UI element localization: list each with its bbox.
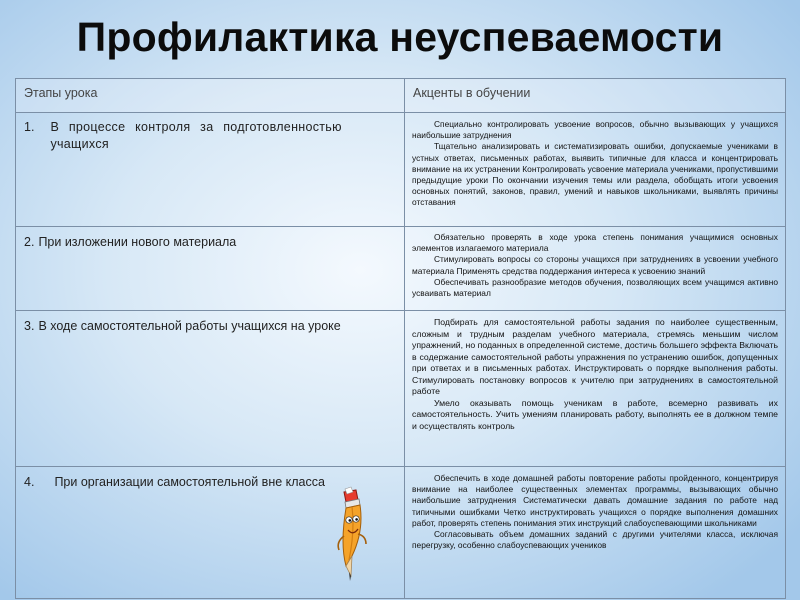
- stage-text: В ходе самостоятельной работы учащихся на уроке: [38, 319, 341, 333]
- stage-text: В процессе контроля за подготовленностью учащихся: [50, 120, 342, 151]
- stage-number: 3.: [24, 319, 35, 333]
- header-stage: Этапы урока: [16, 79, 405, 113]
- stage-text: При организации самостоятельной вне класса: [54, 475, 325, 489]
- table-row: [16, 113, 786, 227]
- accent-cell: [405, 311, 786, 467]
- stage-text: При изложении нового материала: [38, 235, 237, 249]
- accent-cell: [405, 227, 786, 311]
- table-row: [16, 467, 786, 599]
- accent-cell: [405, 467, 786, 599]
- stage-number: 4.: [24, 475, 35, 489]
- header-accent: Акценты в обучении: [405, 79, 786, 113]
- pencil-mascot-icon: [322, 486, 372, 586]
- stage-number: 2.: [24, 235, 35, 249]
- table-header-row: [16, 79, 786, 113]
- accent-cell: [405, 113, 786, 227]
- accent-text: Обеспечивать разнообразие методов обучения, позволяющих всем учащимся активно усваивать материал: [412, 276, 778, 299]
- lesson-stages-table: [15, 78, 786, 599]
- stage-cell: [16, 311, 405, 467]
- stage-number: 1.: [24, 120, 35, 134]
- accent-text: Умело оказывать помощь ученикам в работе, всемерно развивать их самостоятельность. Учить умениям планировать работу, выполнять ее в должном темпе и осуществлять контроль: [412, 397, 778, 431]
- stage-cell: [16, 113, 405, 227]
- accent-text: Стимулировать вопросы со стороны учащихся при затруднениях в усвоении учебного материала Применять средства поддержания интереса к усвоению знаний: [412, 254, 778, 276]
- table-row: [16, 311, 786, 467]
- stage-cell: [16, 227, 405, 311]
- table-row: [16, 227, 786, 311]
- accent-text: Согласовывать объем домашних заданий с другими учителями класса, исключая перегрузку, особенно слабоуспевающих учеников: [412, 529, 778, 551]
- accent-text: Тщательно анализировать и систематизировать ошибки, допускаемые учениками в устных ответах, письменных работах, выявить типичные для класса и концентрировать внимание на их устранении Контролировать усвоение материала учениками, пропустившими предыдущие уроки По окончании изучения темы или раздела, обобщать итоги усвоения основных понятий, законов, правил, умений и навыков школьниками, выявлять причины отставания: [412, 141, 778, 208]
- accent-text: Специально контролировать усвоение вопросов, обычно вызывающих у учащихся наибольшие затруднения: [412, 119, 778, 141]
- page-title: Профилактика неуспеваемости: [76, 14, 724, 60]
- accent-text: Обеспечить в ходе домашней работы повторение работы пройденного, концентрируя внимание на наиболее существенных элементах программы, вызывающих обычно наибольшие затруднения Систематически давать домашние задания по работе над типичными ошибками Четко инструктировать учащихся о порядке выполнения домашних работ, проверять степень понимания этих инструкций слабоуспевающими школьниками: [412, 473, 778, 528]
- accent-text: Обязательно проверять в ходе урока степень понимания учащимися основных элементов излагаемого материала: [412, 232, 778, 254]
- accent-text: Подбирать для самостоятельной работы задания по наиболее существенным, сложным и трудным разделам учебного материала, стремясь меньшим числом упражнений, но поданных в определенной системе, достичь большего эффекта Включать в содержание самостоятельной работы упражнения по устранению ошибок, допущенных при ответах и в письменных работах. Инструктировать о порядке выполнения работы. Стимулировать постановку вопросов к учителю при затруднениях в самостоятельной работе: [412, 317, 778, 396]
